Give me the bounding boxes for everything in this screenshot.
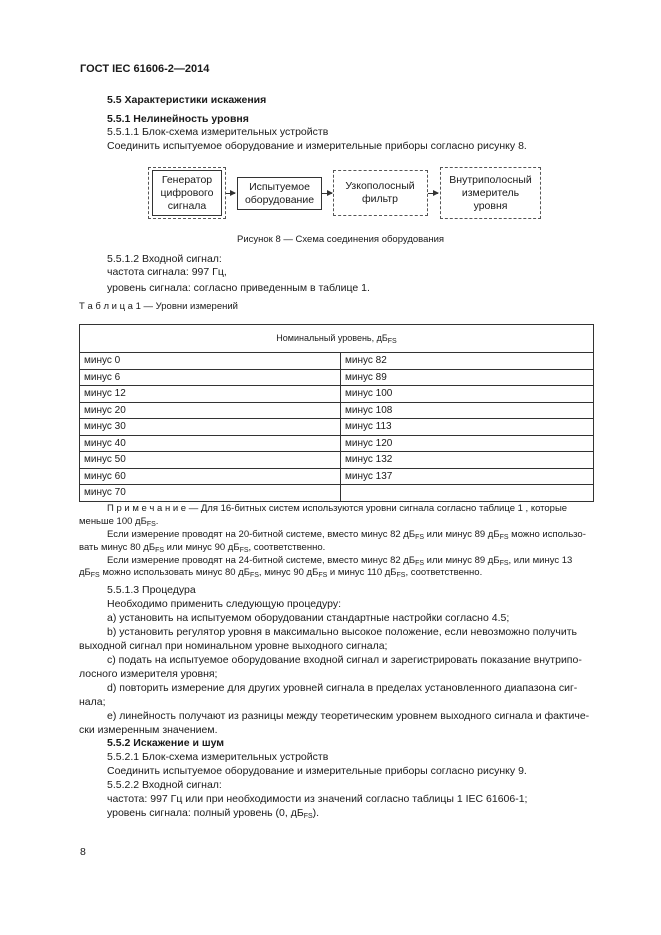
table-row (80, 419, 594, 436)
section-5-5-2-heading: 5.5.2 Искажение и шум (107, 737, 225, 749)
note-line-2: меньше 100 $дБ_{FS}$. (79, 516, 159, 528)
table-cell: минус 108 (341, 402, 594, 419)
meter-box: Внутриполосный измеритель уровня (449, 173, 532, 212)
procedure-item-b-line-1: b) установить регулятор уровня в максимально высокое положение, если невозможно получить (107, 626, 577, 638)
arrow-dut-to-filter (322, 193, 332, 194)
frequency-line: частота сигнала: 997 Гц, (107, 266, 227, 278)
table-row (80, 452, 594, 469)
table-cell: минус 132 (341, 452, 594, 469)
table-row (80, 435, 594, 452)
connect-instruction-1: Соединить испытуемое оборудование и измерительные приборы согласно рисунку 8. (107, 140, 527, 152)
table-cell: минус 60 (80, 468, 341, 485)
table-cell: минус 89 (341, 369, 594, 386)
procedure-item-a: а) установить на испытуемом оборудовании стандартные настройки согласно 4.5; (107, 612, 510, 624)
arrow-gen-to-dut (226, 193, 235, 194)
note-line-5: Если измерение проводят на 24-битной системе, вместо минус 82 $дБ_{FS}$ или минус 89 $дБ_{FS}$, или минус 13 (107, 555, 573, 567)
procedure-item-d-line-2: нала; (79, 696, 106, 708)
procedure-item-e-line-2: ски измеренным значением. (79, 724, 218, 736)
filter-box: Узкополосный фильтр (345, 180, 415, 205)
connect-instruction-2: Соединить испытуемое оборудование и измерительные приборы согласно рисунку 9. (107, 765, 527, 777)
page-number: 8 (80, 846, 86, 858)
table-cell: минус 40 (80, 435, 341, 452)
table-cell: минус 82 (341, 353, 594, 370)
generator-box: Генератор цифрового сигнала (152, 170, 222, 216)
levels-table (79, 324, 594, 502)
procedure-item-c-line-2: лосного измерителя уровня; (79, 668, 218, 680)
section-5-5-1-3-heading: 5.5.1.3 Процедура (107, 584, 196, 596)
table-row (80, 468, 594, 485)
table-cell: минус 113 (341, 419, 594, 436)
procedure-item-d-line-1: d) повторить измерение для других уровней сигнала в пределах установленного диапазона сиг- (107, 682, 578, 694)
table-header-cell: Номинальный уровень, $дБ_{FS}$ (80, 325, 594, 353)
section-5-5-1-1-heading: 5.5.1.1 Блок-схема измерительных устройств (107, 126, 329, 138)
note-line-4: вать минус 80 $дБ_{FS}$ или минус 90 $дБ_{FS}$, соответственно. (79, 542, 326, 554)
arrow-filter-to-meter (428, 193, 438, 194)
table-cell: минус 6 (80, 369, 341, 386)
table-header-row (80, 325, 594, 353)
section-5-5-2-2-heading: 5.5.2.2 Входной сигнал: (107, 779, 222, 791)
level-line-2: уровень сигнала: полный уровень (0, $дБ_{FS}$). (107, 807, 320, 820)
table-cell: минус 70 (80, 485, 341, 502)
section-5-5-1-heading: 5.5.1 Нелинейность уровня (107, 113, 249, 125)
dut-box: Испытуемое оборудование (237, 177, 322, 210)
procedure-item-e-line-1: е) линейность получают из разницы между теоретическим уровнем выходного сигнала и фактиче- (107, 710, 590, 722)
table-row (80, 402, 594, 419)
section-5-5-2-1-heading: 5.5.2.1 Блок-схема измерительных устройств (107, 751, 329, 763)
figure-caption: Рисунок 8 — Схема соединения оборудования (237, 234, 445, 245)
table-row (80, 353, 594, 370)
frequency-line-2: частота: 997 Гц или при необходимости из значений согласно таблицы 1 IEC 61606-1; (107, 793, 528, 805)
table-caption: Т а б л и ц а 1 — Уровни измерений (79, 301, 238, 312)
section-5-5-heading: 5.5 Характеристики искажения (107, 94, 267, 106)
note-line-3: Если измерение проводят на 20-битной системе, вместо минус 82 $дБ_{FS}$ или минус 89 $дБ_{FS}$ можно использо- (107, 529, 586, 541)
table-row (80, 369, 594, 386)
procedure-item-b-line-2: выходной сигнал при номинальном уровне выходного сигнала; (79, 640, 388, 652)
table-row (80, 386, 594, 403)
section-5-5-1-2-heading: 5.5.1.2 Входной сигнал: (107, 253, 222, 265)
table-cell: минус 120 (341, 435, 594, 452)
table-cell: минус 20 (80, 402, 341, 419)
note-line-1: П р и м е ч а н и е — Для 16-битных систем используются уровни сигнала согласно таблице 1 , которые (107, 503, 568, 514)
table-row (80, 485, 594, 502)
table-cell: минус 100 (341, 386, 594, 403)
document-header: ГОСТ IEC 61606-2—2014 (80, 63, 210, 75)
procedure-item-c-line-1: с) подать на испытуемое оборудование входной сигнал и зарегистрировать показание внутрипо- (107, 654, 582, 666)
note-line-6: $дБ_{FS}$ можно использовать минус 80 $дБ_{FS}$, минус 90 $дБ_{FS}$ и минус 110 $дБ_{FS}$, соответственно. (79, 567, 483, 579)
table-cell: минус 50 (80, 452, 341, 469)
level-line: уровень сигнала: согласно приведенным в таблице 1. (107, 282, 370, 294)
table-cell: минус 30 (80, 419, 341, 436)
table-cell (341, 485, 594, 502)
table-cell: минус 0 (80, 353, 341, 370)
table-cell: минус 137 (341, 468, 594, 485)
procedure-intro: Необходимо применить следующую процедуру: (107, 598, 341, 610)
table-cell: минус 12 (80, 386, 341, 403)
